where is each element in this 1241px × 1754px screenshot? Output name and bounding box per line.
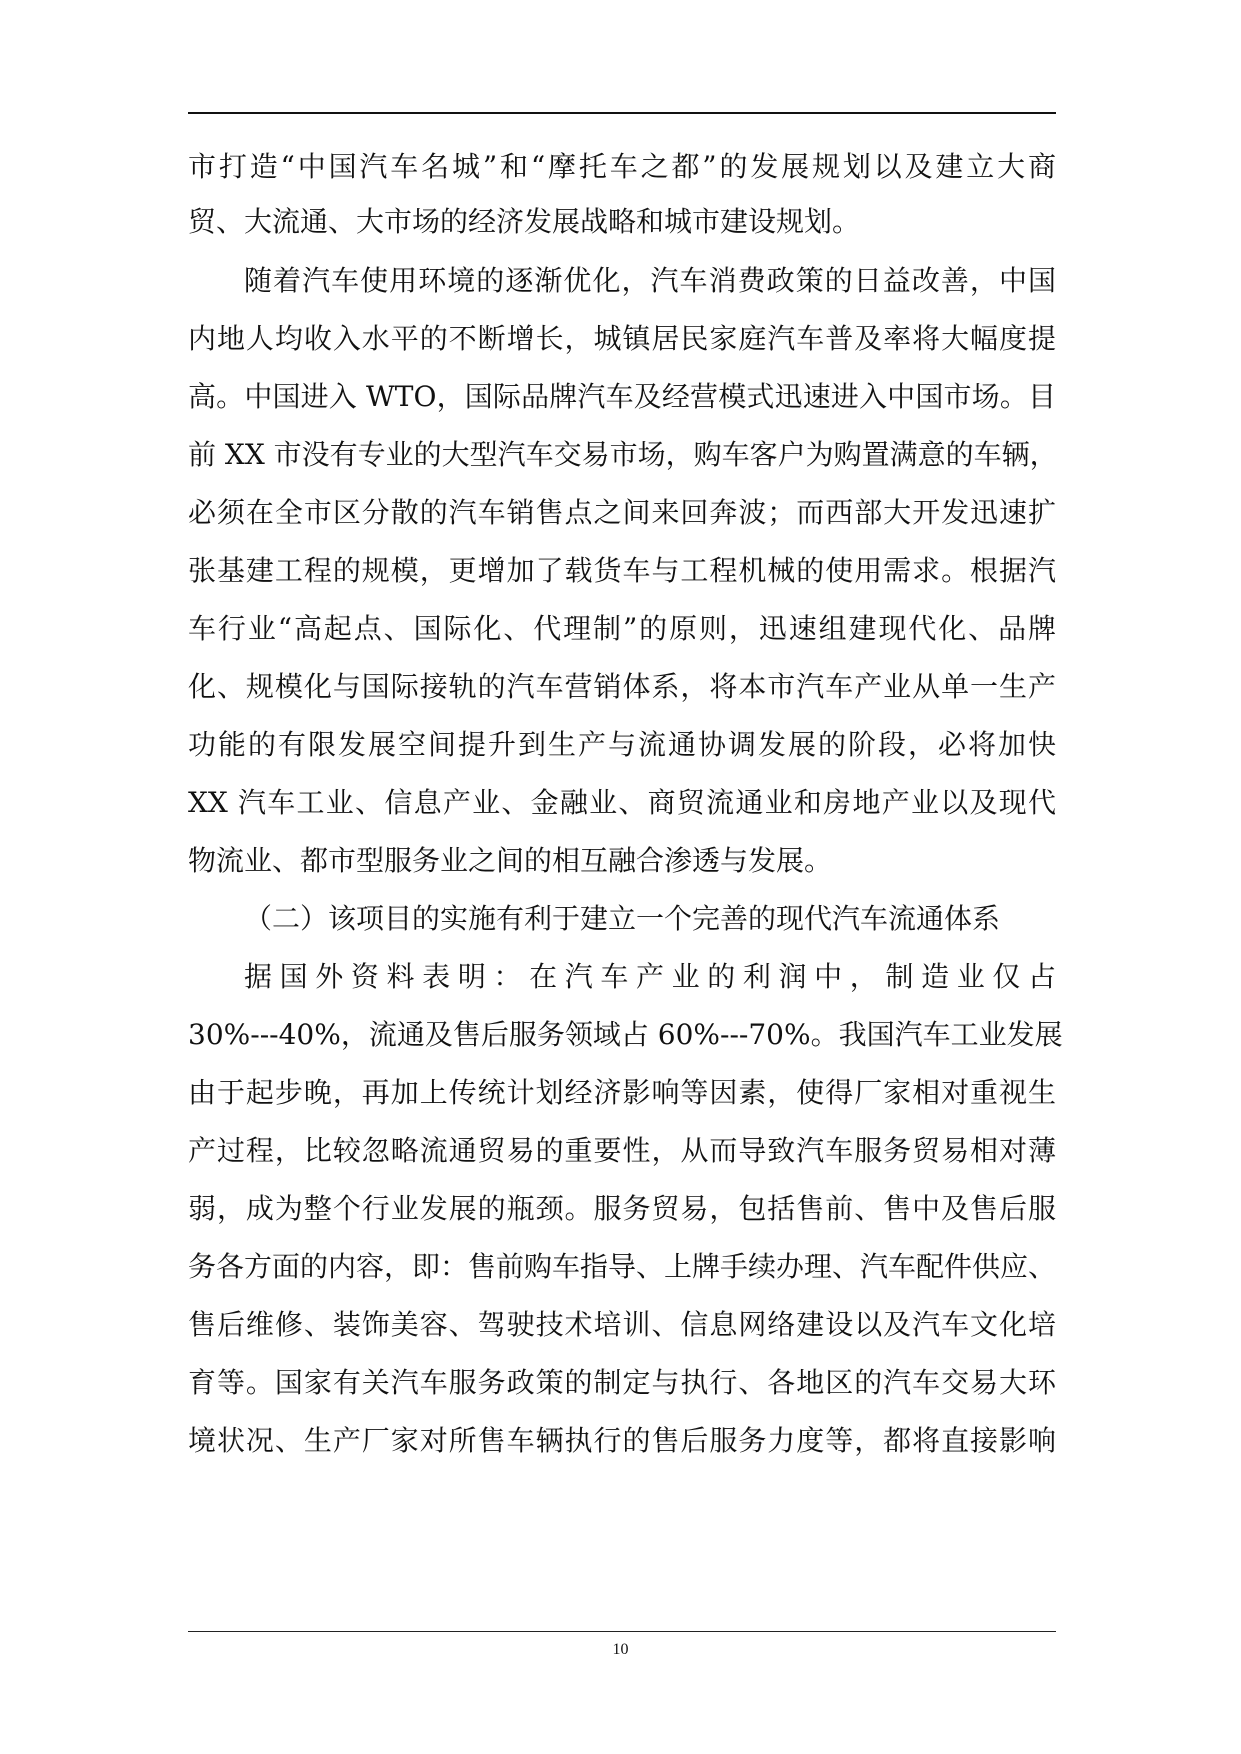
- body-line: 功能的有限发展空间提升到生产与流通协调发展的阶段，必将加快: [188, 728, 1056, 761]
- footer-rule: [188, 1631, 1056, 1632]
- body-line: 由于起步晚，再加上传统计划经济影响等因素，使得厂家相对重视生: [188, 1076, 1056, 1109]
- body-line: 车行业“高起点、国际化、代理制”的原则，迅速组建现代化、品牌: [188, 612, 1056, 645]
- body-line: 境状况、生产厂家对所售车辆执行的售后服务力度等，都将直接影响: [188, 1424, 1056, 1457]
- body-line: 育等。国家有关汽车服务政策的制定与执行、各地区的汽车交易大环: [188, 1366, 1056, 1399]
- body-line: 产过程，比较忽略流通贸易的重要性，从而导致汽车服务贸易相对薄: [188, 1134, 1056, 1167]
- body-line: 前 XX 市没有专业的大型汽车交易市场，购车客户为购置满意的车辆，: [188, 438, 1058, 471]
- body-line: 务各方面的内容，即：售前购车指导、上牌手续办理、汽车配件供应、: [188, 1250, 1057, 1283]
- body-line: 物流业、都市型服务业之间的相互融合渗透与发展。: [188, 844, 833, 877]
- body-line: 张基建工程的规模，更增加了载货车与工程机械的使用需求。根据汽: [188, 554, 1056, 587]
- page-number: 10: [612, 1641, 629, 1658]
- body-line: 化、规模化与国际接轨的汽车营销体系，将本市汽车产业从单一生产: [188, 670, 1056, 703]
- body-line: 随着汽车使用环境的逐渐优化，汽车消费政策的日益改善，中国: [244, 264, 1056, 297]
- header-rule: [188, 112, 1056, 114]
- body-line: 售后维修、装饰美容、驾驶技术培训、信息网络建设以及汽车文化培: [188, 1308, 1056, 1341]
- section-heading: （二）该项目的实施有利于建立一个完善的现代汽车流通体系: [244, 902, 1001, 935]
- body-line: 据国外资料表明：在汽车产业的利润中，制造业仅占: [244, 960, 1056, 993]
- body-line: 30%---40%，流通及售后服务领域占 60%---70%。我国汽车工业发展: [188, 1018, 1063, 1051]
- body-line: 弱，成为整个行业发展的瓶颈。服务贸易，包括售前、售中及售后服: [188, 1192, 1056, 1225]
- body-line: 贸、大流通、大市场的经济发展战略和城市建设规划。: [188, 205, 861, 238]
- body-line: XX 汽车工业、信息产业、金融业、商贸流通业和房地产业以及现代: [188, 786, 1056, 819]
- body-line: 必须在全市区分散的汽车销售点之间来回奔波；而西部大开发迅速扩: [188, 496, 1056, 529]
- body-line: 内地人均收入水平的不断增长，城镇居民家庭汽车普及率将大幅度提: [188, 322, 1056, 355]
- body-line: 高。中国进入 WTO，国际品牌汽车及经营模式迅速进入中国市场。目: [188, 380, 1056, 413]
- body-line: 市打造“中国汽车名城”和“摩托车之都”的发展规划以及建立大商: [188, 150, 1056, 183]
